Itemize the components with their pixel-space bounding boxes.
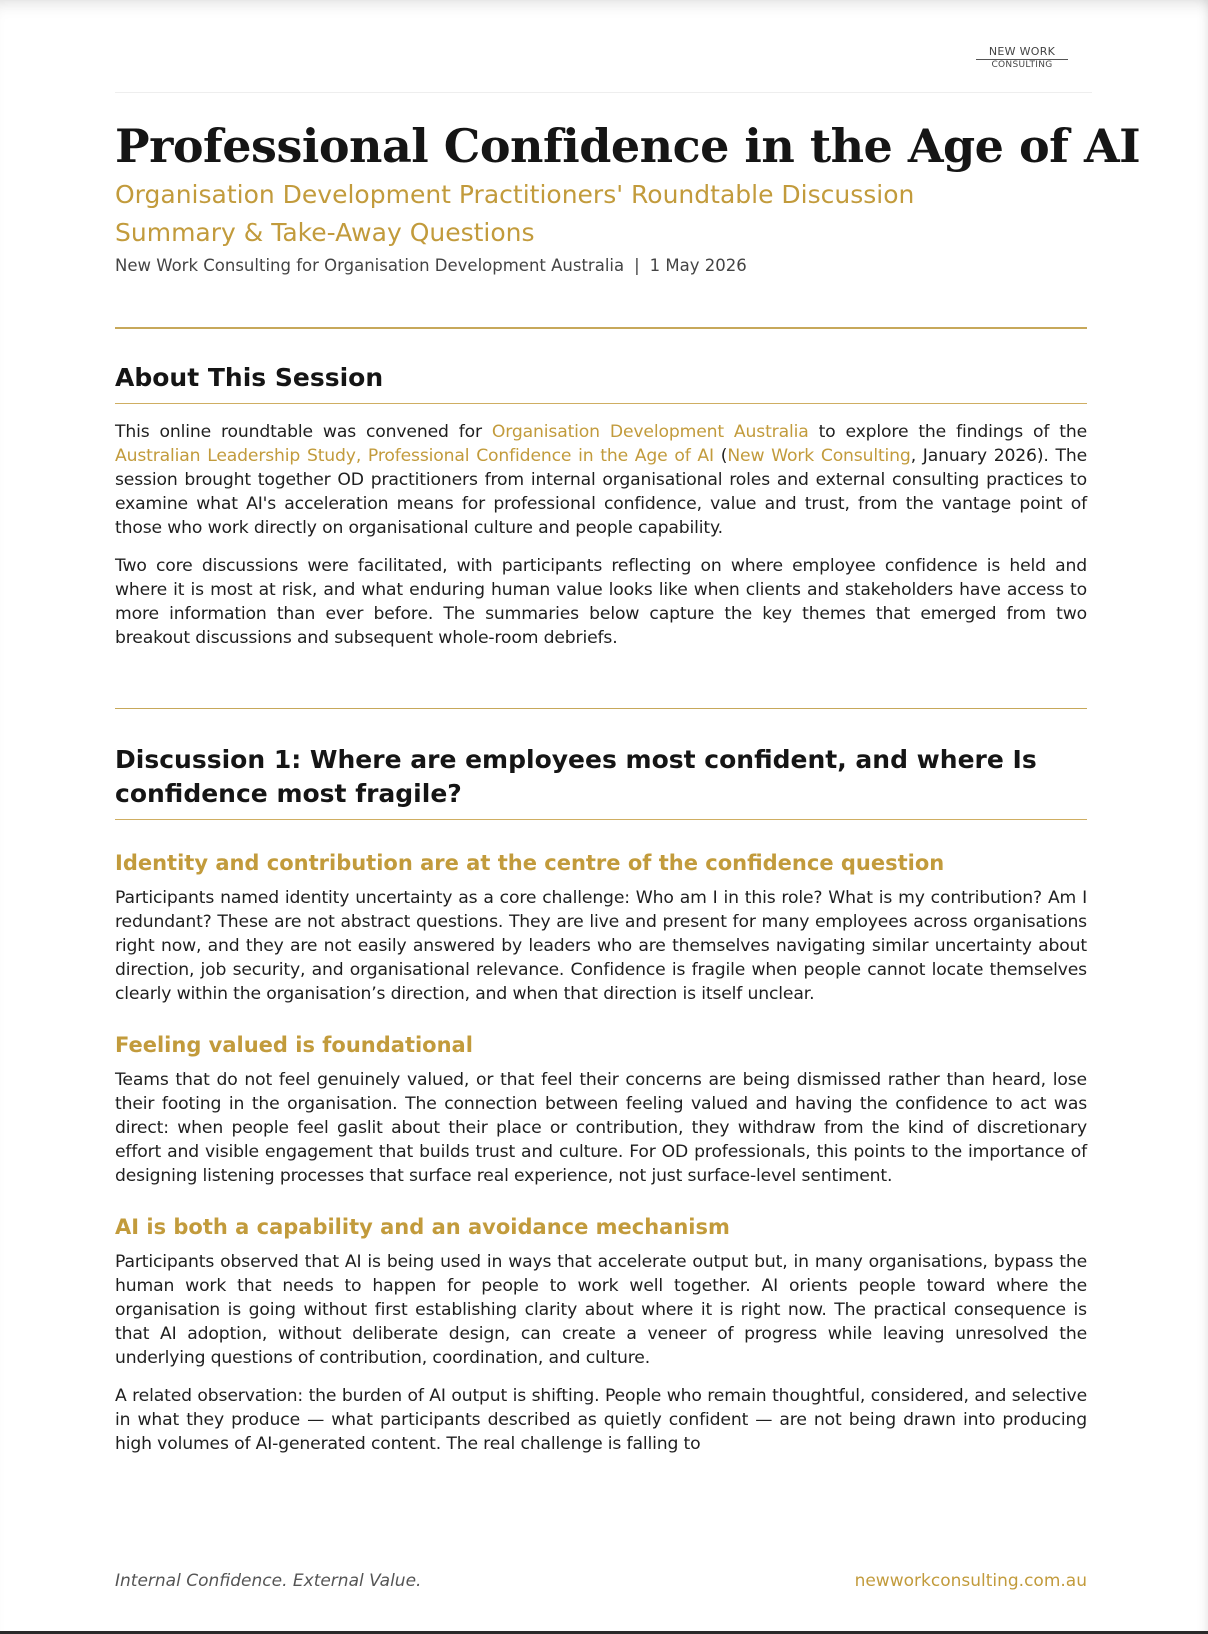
about-paragraph-1 [115,420,1087,540]
document-meta [115,256,1087,275]
header-divider [115,92,1092,93]
about-paragraph-2: Two core discussions were facilitated, with participants reflecting on where employee confidence is held and where it is most at risk, and what enduring human value looks like when clients and stakeholders have access to more information than ever before. The summaries below capture the key themes that emerged from two breakout discussions and subsequent whole-room debriefs. [115,555,1087,648]
about-text: to explore the findings of the [808,421,1088,442]
document-subtitle-2: Summary & Take-Away Questions [115,218,535,247]
subsection-title: Identity and contribution are at the centre of the confidence question [115,851,945,875]
discussion-1-heading-wrap [115,743,1087,820]
footer-website-link[interactable]: newworkconsulting.com.au [854,1571,1087,1591]
about-heading: About This Session [115,362,384,392]
logo-line-1: NEW WORK [976,46,1068,60]
document-title: Professional Confidence in the Age of AI [115,119,1141,173]
discussion-1-heading: Discussion 1: Where are employees most confident, and where Is confidence most fragile? [115,745,1037,808]
nwc-link[interactable]: New Work Consulting [727,445,911,466]
document-subtitle: Organisation Development Practitioners' Roundtable Discussion [115,180,915,209]
section-divider [115,708,1087,710]
footer-tagline: Internal Confidence. External Value. [115,1571,422,1591]
meta-date: 1 May 2026 [649,256,747,275]
about-text: ( [713,445,728,466]
page-footer [115,1571,1087,1591]
oda-link[interactable]: Organisation Development Australia [491,421,809,442]
subsection-paragraph: Teams that do not feel genuinely valued, or that feel their concerns are being dismissed rather than heard, lose their footing in the organisation. The connection between feeling valued and having the confidence to act was direct: when people feel gaslit about their place or contribution, they withdraw from the kind of discretionary effort and visible engagement that builds trust and culture. For OD professionals, this points to the importance of designing listening processes that surface real experience, not just surface-level sentiment. [115,1070,1087,1186]
subsection-title: AI is both a capability and an avoidance mechanism [115,1215,730,1239]
study-link[interactable]: Australian Leadership Study, Professional Confidence in the Age of AI [115,445,714,466]
section-divider [115,327,1087,329]
subsection-paragraph: Participants observed that AI is being used in ways that accelerate output but, in many organisations, bypass the human work that needs to happen for people to work well together. AI orients people toward where the organisation is going without first establishing clarity about where it is right now. The practical consequence is that AI adoption, without deliberate design, can create a veneer of progress while leaving unresolved the underlying questions of contribution, coordination, and culture. [115,1252,1087,1368]
about-text: This online roundtable was convened for [115,421,492,442]
subsection-paragraph: Participants named identity uncertainty as a core challenge: Who am I in this role? What is my contribution? Am I redundant? These are not abstract questions. They are live and present for many employees across organisations right now, and they are not easily answered by leaders who are themselves navigating similar uncertainty about direction, job security, and organisational relevance. Confidence is fragile when people cannot locate themselves clearly within the organisation’s direction, and when that direction is itself unclear. [115,888,1087,1004]
about-text: , January 2026). The session brought together OD practitioners from internal organisational roles and external consulting practices to examine what AI's acceleration means for professional confidence, value and trust, from the vantage point of those who work directly on organisational culture and people capability. [115,445,1088,538]
about-heading-wrap [115,361,1087,404]
page-content [115,118,1141,1456]
subsection-paragraph: A related observation: the burden of AI output is shifting. People who remain thoughtful, considered, and selective in what they produce — what participants described as quietly confident — are not being drawn into producing high volumes of AI-generated content. The real challenge is falling to [115,1386,1087,1454]
logo-line-2: CONSULTING [991,60,1053,70]
meta-organisation: New Work Consulting for Organisation Development Australia [115,256,625,275]
subsection-title: Feeling valued is foundational [115,1033,473,1057]
meta-separator: | [634,256,640,275]
company-logo [976,46,1068,71]
